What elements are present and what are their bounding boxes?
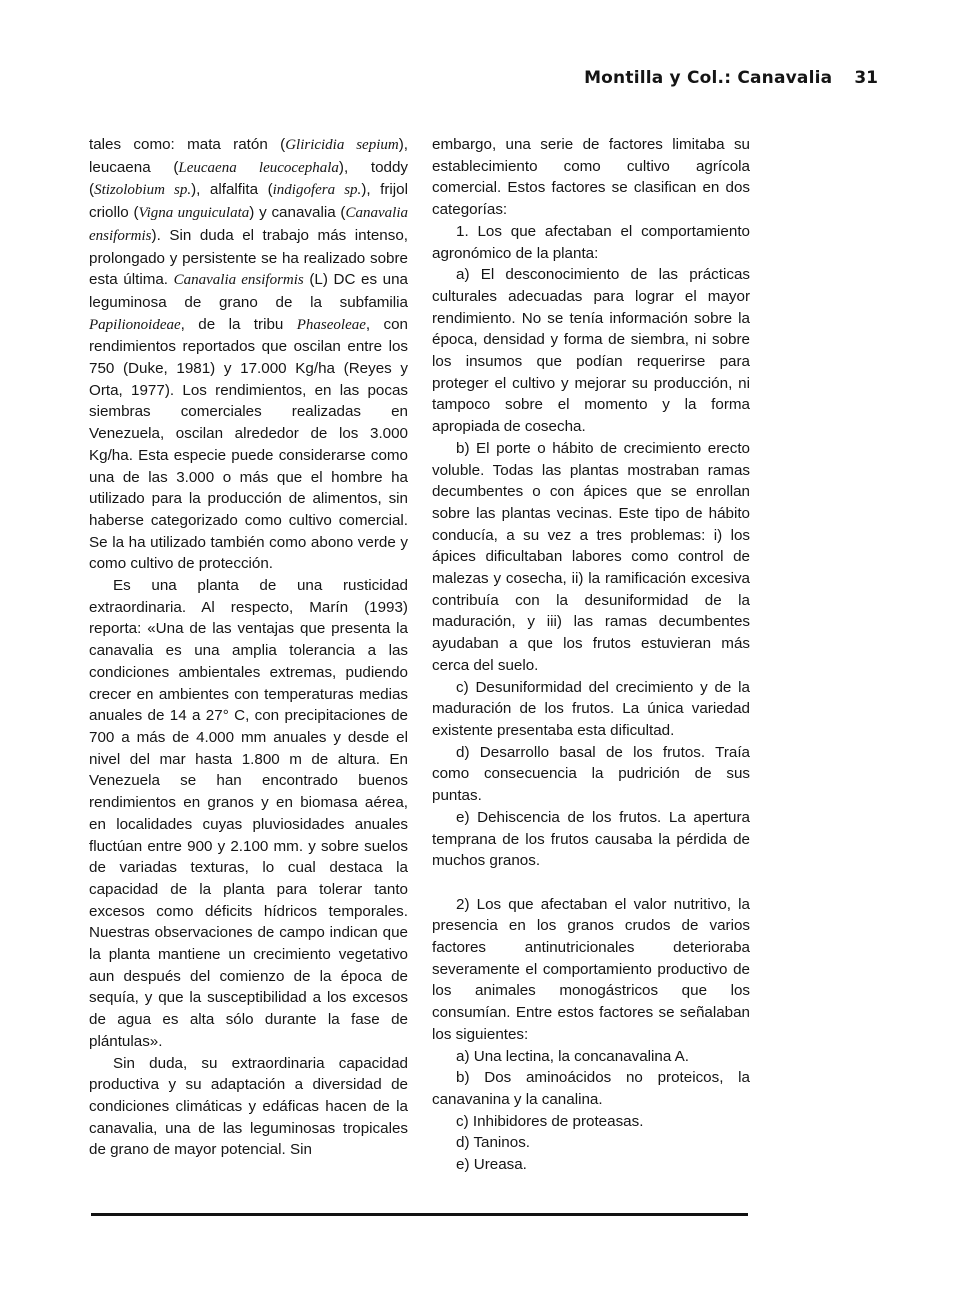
species-name: Stizolobium sp. <box>94 182 192 199</box>
right-column <box>432 134 750 1176</box>
list-item: e) Dehiscencia de los frutos. La apertura temprana de los frutos causaba la pérdida de muchos granos. <box>432 808 750 870</box>
page-number: 31 <box>854 68 878 88</box>
paragraph: Sin duda, su extraordinaria capacidad productiva y su adaptación a diversidad de condiciones climáticas y edáficas hacen de la canavalia, una de las leguminosas tropicales de grano de mayor potencial. Sin <box>89 1054 408 1159</box>
paragraph <box>89 134 408 575</box>
footer-rule <box>91 1213 748 1216</box>
species-name: Canavalia ensiformis <box>89 205 408 244</box>
text-run: ), toddy ( <box>89 158 408 199</box>
text-run: ), leucaena ( <box>89 136 408 176</box>
text-run: (L) DC es una leguminosa de grano de la subfamilia <box>89 271 408 311</box>
running-title: Montilla y Col.: Canavalia <box>584 68 833 88</box>
taxon-name: Phaseoleae <box>296 316 366 333</box>
species-name: Gliricidia sepium <box>285 137 399 153</box>
list-item: c) Inhibidores de proteasas. <box>456 1112 644 1130</box>
list-item: d) Desarrollo basal de los frutos. Traía como consecuencia la pudrición de sus puntas. <box>432 743 750 805</box>
paragraph: 1. Los que afectaban el comportamiento agronómico de la planta: <box>432 222 750 262</box>
list-item: b) El porte o hábito de crecimiento erecto voluble. Todas las plantas mostraban ramas decumbentes o con ápices que se enrollan sobre las plantas vecinas. Este tipo de hábito conducía, a su vez a tres problemas: i) los ápices dificultaban labores como control de malezas y cosecha, ii) la ramificación excesiva contribuía con la desuniformidad de la maduración, y iii) las ramas decumbentes ayudaban a que los frutos estuvieran más cerca del suelo. <box>432 439 750 674</box>
species-name: Canavalia ensiformis <box>173 272 304 289</box>
paragraph: embargo, una serie de factores limitaba su establecimiento como cultivo agrícola comercial. Estos factores se clasifican en dos categorías: <box>432 136 750 219</box>
text-run: tales como: mata ratón ( <box>89 136 286 153</box>
running-header <box>584 68 878 88</box>
text-run: , de la tribu <box>180 315 297 333</box>
taxon-name: Papilionoideae <box>89 316 181 333</box>
text-run: ) y canavalia ( <box>249 204 346 222</box>
list-item: b) Dos aminoácidos no proteicos, la canavanina y la canalina. <box>432 1069 750 1108</box>
list-item: e) Ureasa. <box>456 1156 527 1174</box>
species-name: indigofera sp. <box>272 182 362 199</box>
paragraph: 2) Los que afectaban el valor nutritivo, la presencia en los granos crudos de varios factores antinutricionales deterioraba severamente el comportamiento productivo de los animales monogástricos que los consumían. Entre estos factores se señalaban los siguientes: <box>432 895 750 1043</box>
list-item: c) Desuniformidad del crecimiento y de la maduración de los frutos. La única variedad existente presentaba esta dificultad. <box>432 678 750 739</box>
species-name: Vigna unguiculata <box>138 205 250 222</box>
text-run: ). Sin duda el trabajo más intenso, prolongado y persistente se ha realizado sobre esta última. <box>89 226 408 289</box>
left-column <box>89 134 408 1161</box>
text-run: ), alfalfita ( <box>191 181 273 199</box>
species-name: Leucaena leucocephala <box>178 159 339 176</box>
text-run: ), frijol criollo ( <box>89 181 408 222</box>
list-item: d) Taninos. <box>456 1134 531 1152</box>
text-run: , con rendimientos reportados que oscilan entre los 750 (Duke, 1981) y 17.000 Kg/ha (Reyes y Orta, 1977). Los rendimientos, en las pocas siembras comerciales realizadas en Venezuela, oscilan alrededor de los 3.000 Kg/ha. Esta especie puede considerarse como una de las 3.000 o más que el hombre ha utilizado para la producción de alimentos, sin haberse categorizado como cultivo comercial. Se la ha utilizado también como abono verde y como cultivo de protección. <box>89 315 408 573</box>
list-item: a) El desconocimiento de las prácticas culturales adecuadas para lograr el mayor rendimiento. No se tenía información sobre la época, densidad y forma de siembra, ni sobre los insumos que podían requerirse para proteger el cultivo y mejorar su producción, ni tampoco sobre el momento y la forma apropiada de cosecha. <box>432 266 750 436</box>
paragraph: Es una planta de una rusticidad extraordinaria. Al respecto, Marín (1993) reporta: «Una de las ventajas que presenta la canavalia es una amplia tolerancia a las condiciones ambientales extremas, pudiendo crecer en ambientes con temperaturas medias anuales de 14 a 27° C, con precipitaciones de 700 a más de 4.000 mm anuales y desde el nivel del mar hasta 1.800 m de altura. En Venezuela se han encontrado buenos rendimientos en granos y en biomasa aérea, en localidades cuyas pluviosidades anuales fluctúan entre 900 y 2.100 mm. y sobre suelos de variadas texturas, lo cual destaca la capacidad de la planta para tolerar tanto excesos como déficits hídricos temporales. Nuestras observaciones de campo indican que la planta mantiene un crecimiento vegetativo aun después del comienzo de la época de sequía, y que la susceptibilidad a los excesos de agua es alta sólo durante la fase de plántulas». <box>89 577 408 1050</box>
list-item: a) Una lectina, la concanavalina A. <box>456 1047 690 1065</box>
